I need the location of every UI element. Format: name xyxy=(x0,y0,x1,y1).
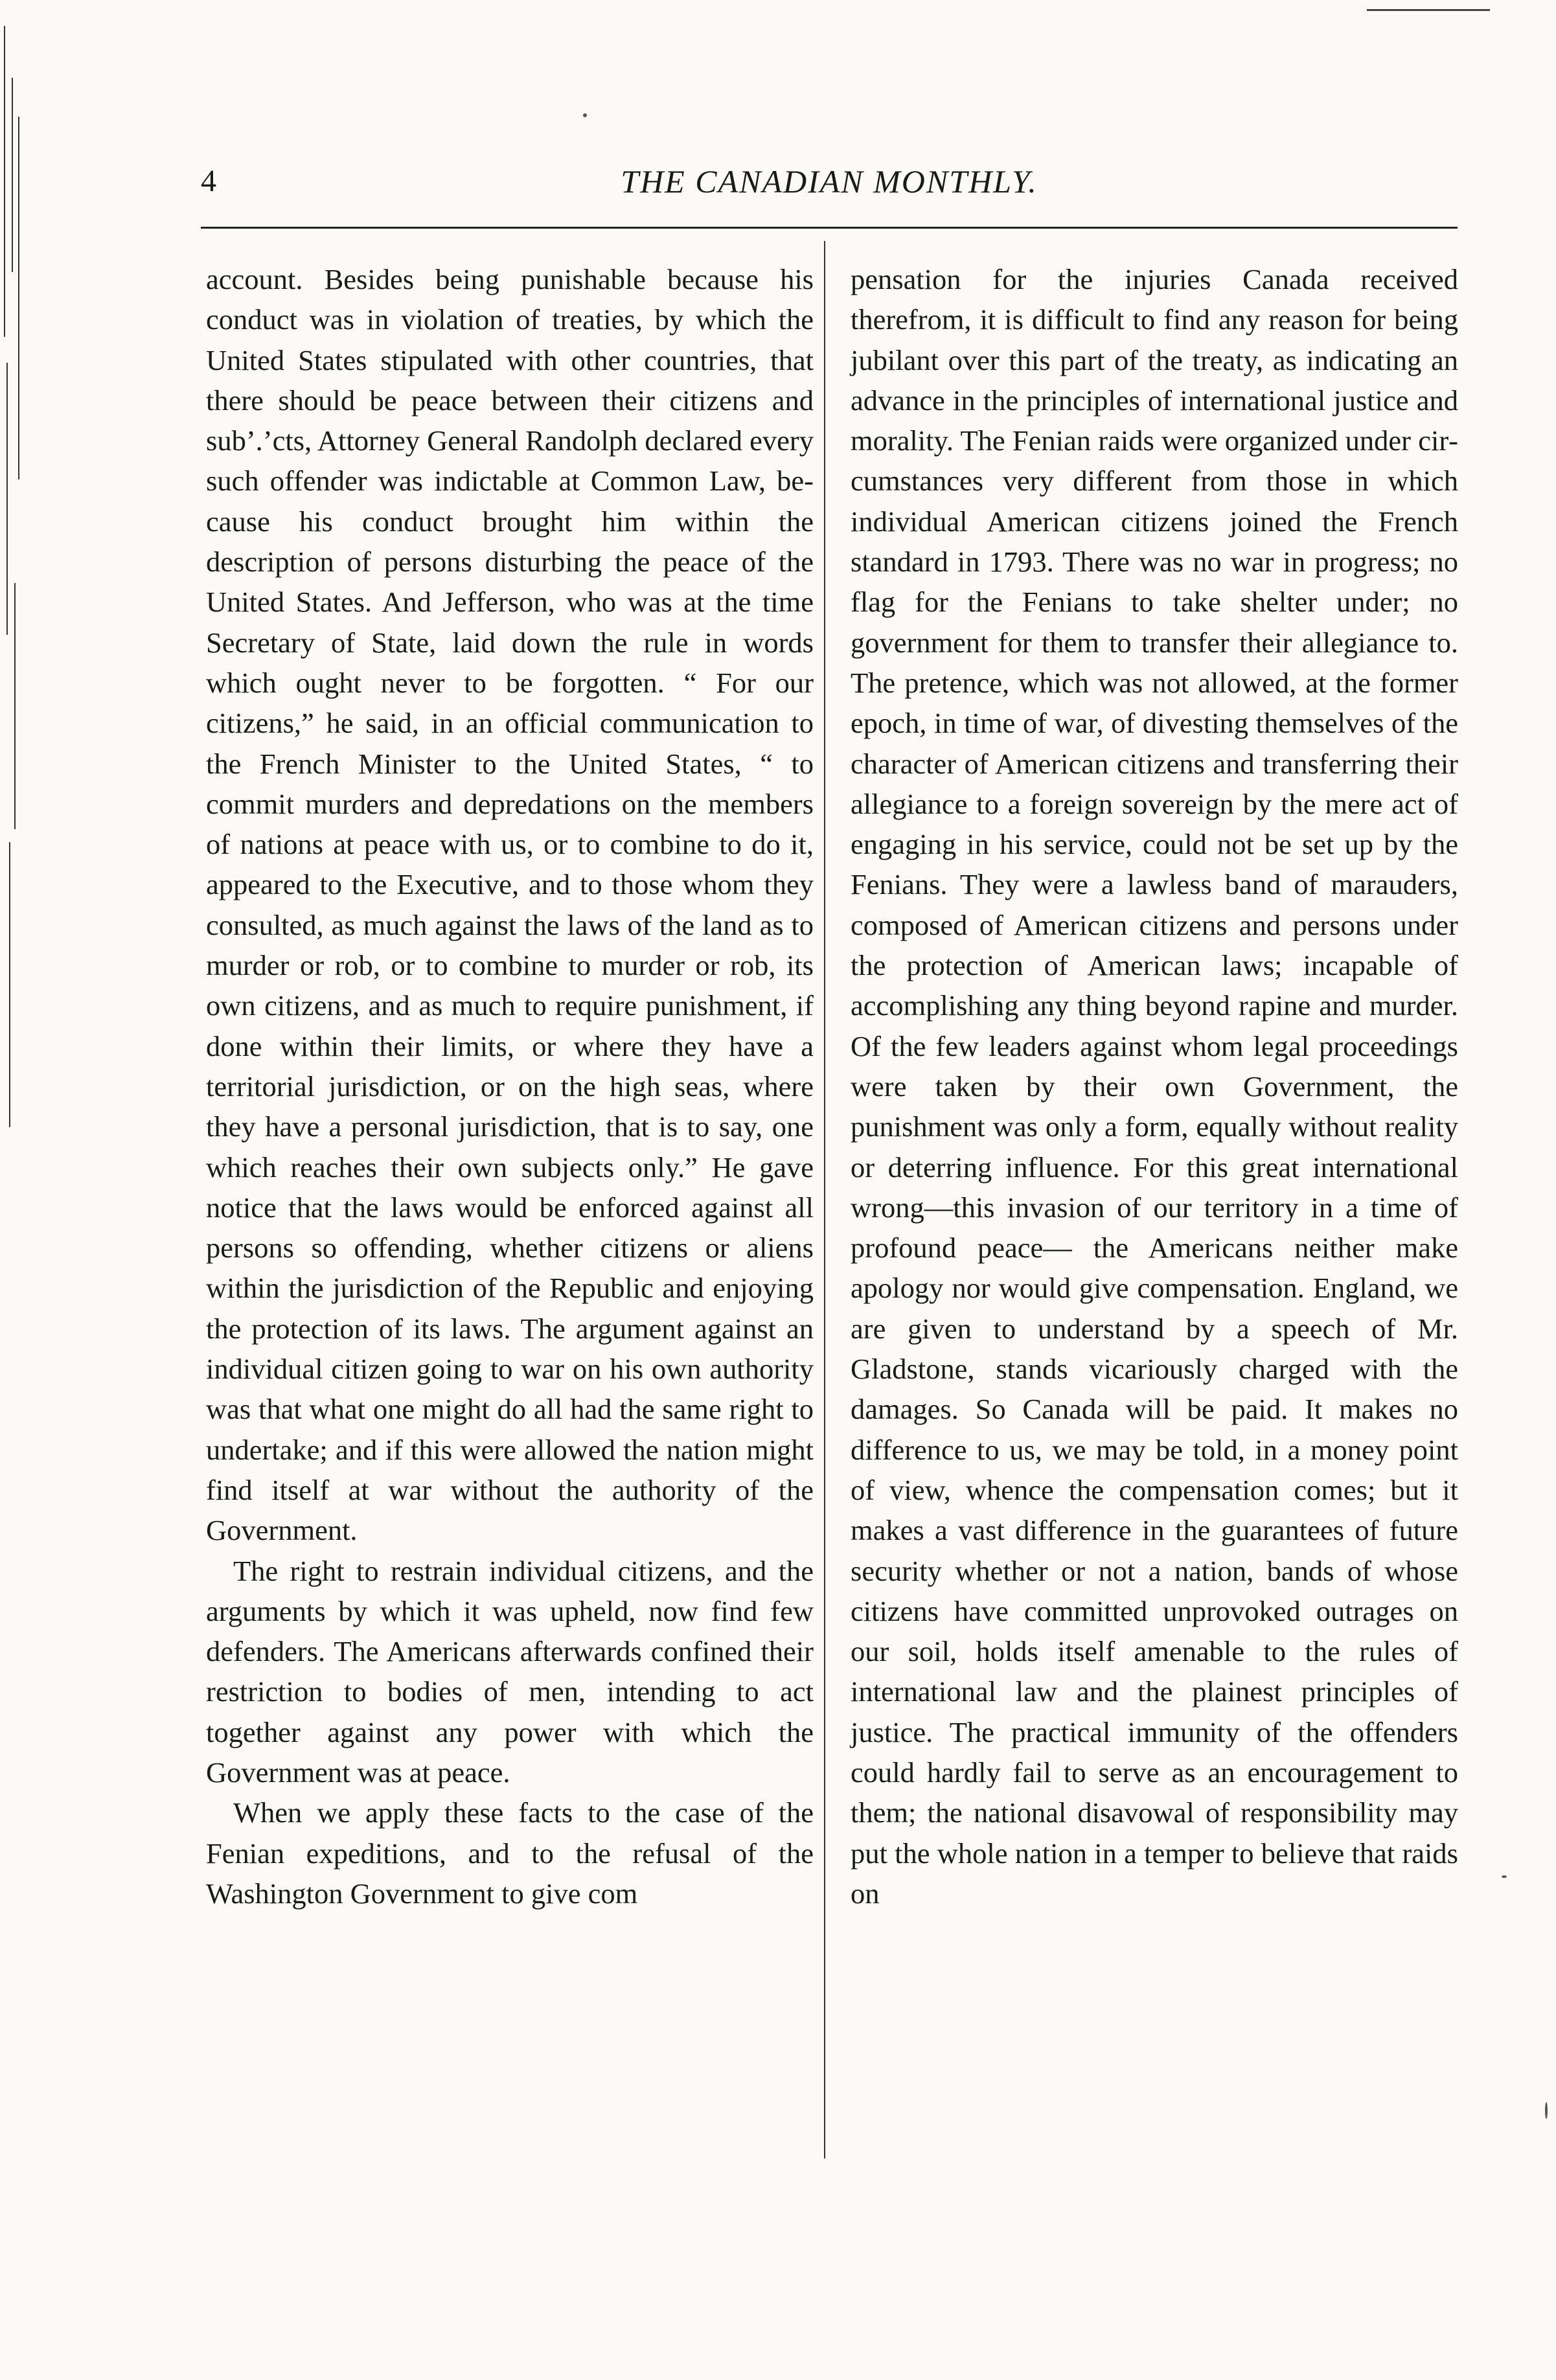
scan-margin-marks xyxy=(0,0,45,1166)
column-divider xyxy=(824,241,825,2158)
right-column xyxy=(851,259,1458,1914)
scan-speck xyxy=(583,113,587,117)
right-paragraph-1: pensation for the injuries Canada received therefrom, it is difficult to find any reason for being jubilant over this part of the treaty, as indicating an advance in the principles of international justice and morality. The Fenian raids were organized under circumstances very different from those in which individual American citizens joined the French standard in 1793. There was no war in progress; no flag for the Fenians to take shelter under; no government for them to transfer their allegiance to. The pretence, which was not allowed, at the former epoch, in time of war, of divesting themselves of the character of American citizens and transferring their allegiance to a foreign sovereign by the mere act of engaging in his service, could not be set up by the Fenians. They were a lawless band of marauders, composed of American citizens and persons under the protection of American laws; incapable of accomplishing any thing beyond rapine and murder. Of the few leaders against whom legal proceedings were taken by their own Government, the punishment was only a form, equally without reality or deterring influence. For this great international wrong—this invasion of our territory in a time of profound peace— the Americans neither make apology nor would give compensation. England, we are given to understand by a speech of Mr. Gladstone, stands vicariously charged with the damages. So Canada will be paid. It makes no difference to us, we may be told, in a money point of view, whence the compensation comes; but it makes a vast difference in the guarantees of future security whether or not a nation, bands of whose citizens have committed unprovoked outrages on our soil, holds itself amenable to the rules of international law and the plainest principles of justice. The practical immunity of the offenders could hardly fail to serve as an encouragement to them; the national disavowal of responsibility may put the whole nation in a temper to believe that raids on xyxy=(851,263,1458,1910)
scan-top-rule xyxy=(1367,9,1490,11)
left-paragraph-3: When we apply these facts to the case of the Fenian expeditions, and to the refusal of the Washington Government to give com xyxy=(206,1796,814,1910)
left-paragraph-1: account. Besides being punishable because his conduct was in violation of treaties, by which the United States stipulated with other countries, that there should be peace between their citizens and sub’.’cts, Attorney General Randolph declared every such offender was indictable at Common Law, because his conduct brought him within the description of persons disturbing the peace of the United States. And Jefferson, who was at the time Secretary of State, laid down the rule in words which ought never to be forgotten. “ For our citizens,” he said, in an official communication to the French Minister to the United States, “ to commit murders and depredations on the members of nations at peace with us, or to combine to do it, appeared to the Executive, and to those whom they consulted, as much against the laws of the land as to murder or rob, or to combine to murder or rob, its own citizens, and as much to require punishment, if done within their limits, or where they have a territorial jurisdiction, or on the high seas, where they have a personal jurisdiction, that is to say, one which reaches their own subjects only.” He gave notice that the laws would be enforced against all persons so offending, whether citizens or aliens within the jurisdiction of the Republic and enjoying the protection of its laws. The argument against an individual citizen going to war on his own authority was that what one might do all had the same right to undertake; and if this were allowed the nation might find itself at war without the authority of the Government. xyxy=(206,263,814,1547)
scan-speck xyxy=(1502,1875,1507,1878)
running-title: THE CANADIAN MONTHLY. xyxy=(621,163,1038,200)
scan-speck xyxy=(1545,2102,1548,2119)
page-header xyxy=(201,155,1458,207)
left-paragraph-2: The right to restrain individual citizens, and the arguments by which it was upheld, now find few defenders. The Americans afterwards confined their restriction to bodies of men, intending to act together against any power with which the Government was at peace. xyxy=(206,1554,814,1789)
left-column xyxy=(206,259,814,1914)
header-rule xyxy=(201,227,1458,229)
page-number: 4 xyxy=(201,164,216,198)
